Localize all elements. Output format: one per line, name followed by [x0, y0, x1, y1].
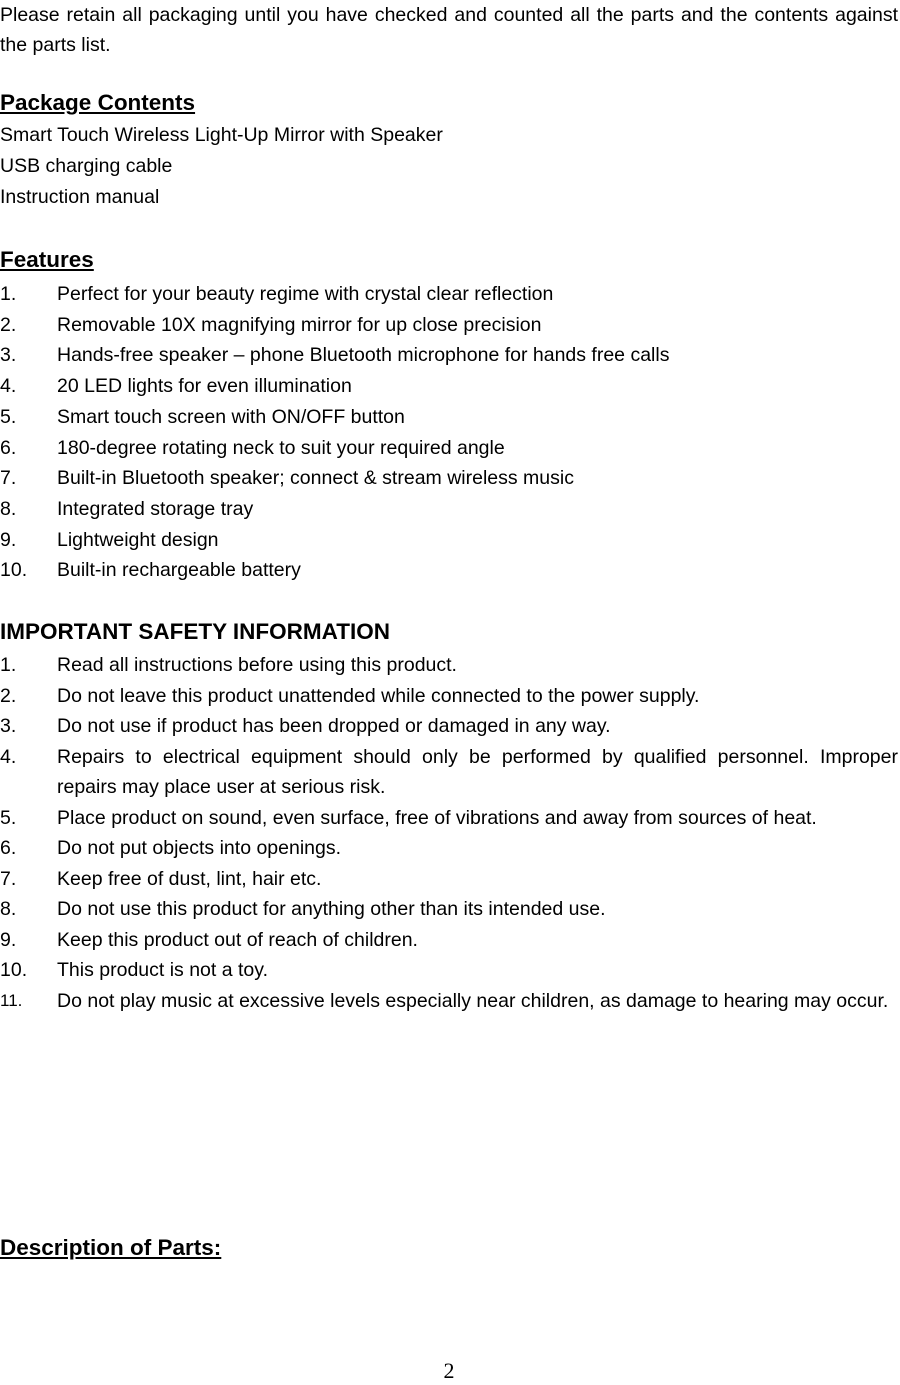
item-number: 9.	[0, 528, 17, 551]
description-of-parts-heading: Description of Parts:	[0, 1235, 222, 1260]
list-item	[0, 711, 898, 742]
package-contents-list	[0, 120, 443, 213]
item-number: 3.	[0, 344, 17, 367]
item-text: Do not play music at excessive levels especially near children, as damage to hearing may occur.	[57, 989, 889, 1012]
list-item	[0, 310, 898, 341]
list-item	[0, 433, 898, 464]
list-item: Instruction manual	[0, 186, 160, 208]
item-number: 4.	[0, 745, 17, 768]
item-text: Repairs to electrical equipment should only be performed by qualified personnel. Improper repairs may place user at serious risk.	[57, 745, 898, 798]
list-item	[0, 525, 898, 556]
item-text: Integrated storage tray	[57, 497, 254, 520]
item-number: 8.	[0, 898, 17, 920]
item-number: 1.	[0, 654, 17, 676]
list-item	[0, 463, 898, 494]
item-number: 2.	[0, 684, 17, 707]
item-text: Do not put objects into openings.	[57, 837, 342, 859]
list-item	[0, 402, 898, 433]
list-item: Smart Touch Wireless Light-Up Mirror with Speaker	[0, 124, 443, 146]
package-contents-heading: Package Contents	[0, 90, 196, 115]
item-number: 11.	[0, 990, 23, 1010]
list-item	[0, 986, 898, 1017]
item-number: 6.	[0, 436, 17, 459]
item-text: Built-in rechargeable battery	[57, 559, 301, 582]
list-item	[0, 864, 898, 895]
list-item	[0, 742, 898, 803]
safety-heading: IMPORTANT SAFETY INFORMATION	[0, 619, 390, 644]
item-number: 8.	[0, 497, 17, 520]
item-text: Do not use if product has been dropped or damaged in any way.	[57, 715, 611, 737]
page-number: 2	[443, 1358, 455, 1383]
list-item	[0, 555, 898, 586]
list-item	[0, 340, 898, 371]
item-text: Read all instructions before using this product.	[57, 654, 457, 676]
item-number: 2.	[0, 313, 17, 336]
item-text: Do not use this product for anything other than its intended use.	[57, 898, 606, 920]
item-text: Hands-free speaker – phone Bluetooth microphone for hands free calls	[57, 344, 670, 367]
item-text: Keep free of dust, lint, hair etc.	[57, 867, 322, 890]
item-text: Place product on sound, even surface, free of vibrations and away from sources of heat.	[57, 806, 817, 829]
list-item	[0, 494, 898, 525]
item-text: Built-in Bluetooth speaker; connect & stream wireless music	[57, 467, 574, 490]
item-number: 1.	[0, 283, 17, 305]
item-text: Removable 10X magnifying mirror for up close precision	[57, 313, 542, 336]
list-item: USB charging cable	[0, 155, 173, 177]
item-number: 5.	[0, 806, 17, 829]
item-text: Keep this product out of reach of children.	[57, 928, 418, 951]
item-number: 9.	[0, 928, 17, 951]
list-item	[0, 650, 898, 681]
item-text: Lightweight design	[57, 528, 219, 551]
item-number: 6.	[0, 837, 17, 859]
features-list	[0, 279, 898, 586]
item-text: 20 LED lights for even illumination	[57, 375, 352, 398]
item-number: 5.	[0, 405, 17, 428]
safety-list	[0, 650, 898, 1016]
list-item	[0, 279, 898, 310]
item-text: Do not leave this product unattended while connected to the power supply.	[57, 684, 700, 707]
item-text: 180-degree rotating neck to suit your required angle	[57, 436, 505, 459]
item-number: 4.	[0, 375, 17, 398]
item-number: 10.	[0, 959, 28, 981]
intro-paragraph: Please retain all packaging until you have checked and counted all the parts and the contents against the parts list.	[0, 4, 898, 56]
list-item	[0, 681, 898, 712]
item-number: 10.	[0, 559, 28, 582]
item-number: 3.	[0, 715, 17, 737]
list-item	[0, 955, 898, 986]
list-item	[0, 803, 898, 834]
list-item	[0, 371, 898, 402]
list-item	[0, 894, 898, 925]
item-number: 7.	[0, 467, 17, 490]
item-number: 7.	[0, 867, 17, 890]
item-text: Perfect for your beauty regime with crystal clear reflection	[57, 283, 554, 305]
features-heading: Features	[0, 247, 94, 272]
list-item	[0, 925, 898, 956]
list-item	[0, 833, 898, 864]
item-text: Smart touch screen with ON/OFF button	[57, 405, 405, 428]
item-text: This product is not a toy.	[57, 959, 268, 981]
